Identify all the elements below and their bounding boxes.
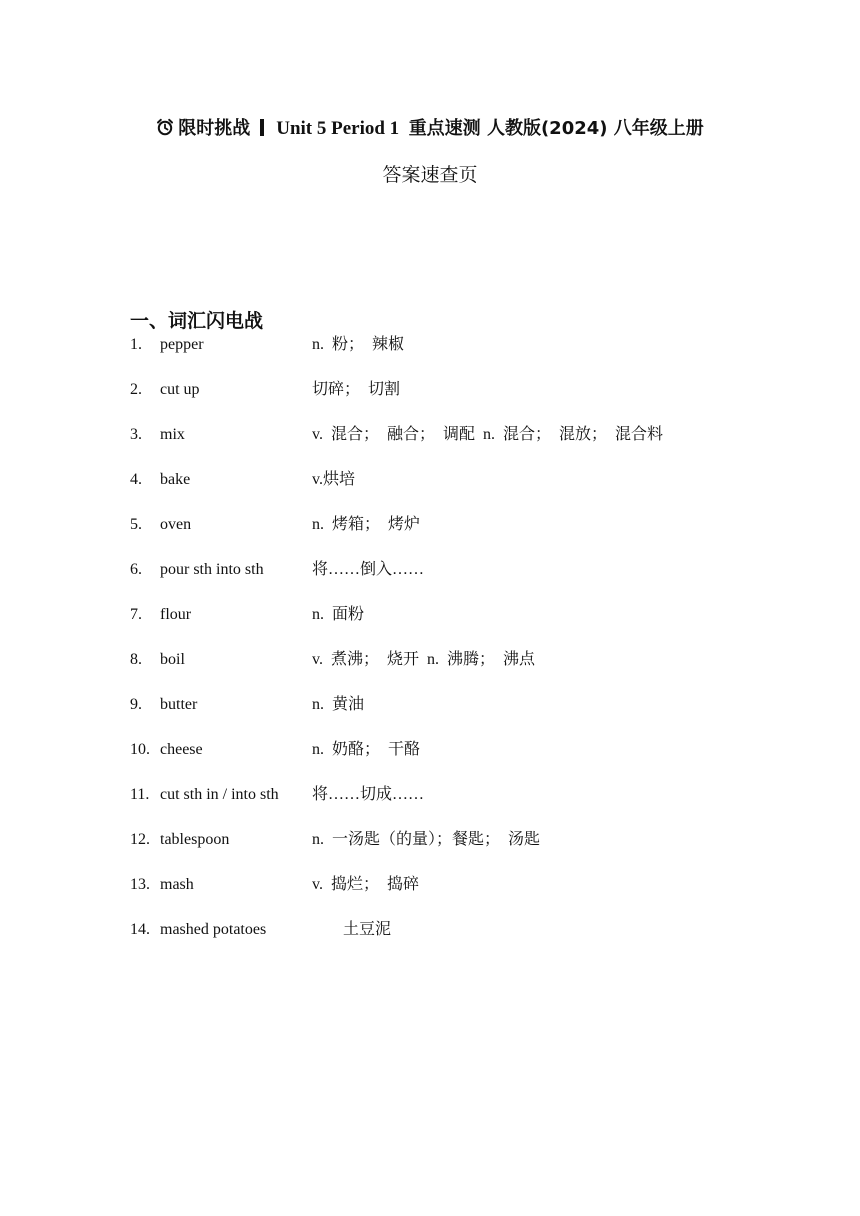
list-item — [0, 468, 860, 492]
item-definition: 切碎； 切割 — [312, 381, 401, 398]
list-item — [0, 693, 860, 717]
list-item — [0, 828, 860, 852]
item-number: 8. — [130, 651, 142, 668]
item-word: bake — [160, 471, 191, 488]
item-definition: n. 奶酪； 干酪 — [312, 741, 421, 758]
list-item — [0, 918, 860, 942]
item-definition: n. 黄油 — [312, 696, 365, 713]
item-word: pour sth into sth — [160, 561, 264, 578]
item-word: pepper — [160, 336, 204, 353]
item-word: mash — [160, 876, 194, 893]
item-number: 11. — [130, 786, 150, 803]
list-item — [0, 648, 860, 672]
item-definition: n. 粉； 辣椒 — [312, 336, 405, 353]
item-definition: n. 一汤匙（的量）；餐匙； 汤匙 — [312, 831, 541, 848]
item-definition: v. 煮沸； 烧开 n. 沸腾； 沸点 — [312, 651, 535, 668]
title-unit: Unit 5 Period 1 — [276, 118, 400, 139]
item-definition: v.烘培 — [312, 471, 355, 488]
item-definition: v. 捣烂； 捣碎 — [312, 876, 419, 893]
item-number: 7. — [130, 606, 142, 623]
item-number: 12. — [130, 831, 150, 848]
title-prefix: 限时挑战 — [178, 118, 251, 139]
item-number: 6. — [130, 561, 142, 578]
section-heading: 一、词汇闪电战 — [130, 310, 264, 332]
item-number: 5. — [130, 516, 142, 533]
item-word: mashed potatoes — [160, 921, 267, 938]
item-definition: 将……倒入…… — [312, 561, 425, 578]
item-word: cut sth in / into sth — [160, 786, 279, 803]
item-definition: 土豆泥 — [343, 921, 392, 938]
item-number: 4. — [130, 471, 142, 488]
item-number: 1. — [130, 336, 142, 353]
item-number: 2. — [130, 381, 142, 398]
item-word: cut up — [160, 381, 200, 398]
list-item — [0, 738, 860, 762]
item-definition: n. 面粉 — [312, 606, 365, 623]
title-tail: 重点速测 人教版(2024) 八年级上册 — [408, 118, 704, 139]
item-number: 10. — [130, 741, 150, 758]
item-definition: v. 混合； 融合； 调配 n. 混合； 混放； 混合料 — [312, 426, 663, 443]
list-item — [0, 333, 860, 357]
list-item — [0, 873, 860, 897]
list-item — [0, 783, 860, 807]
page-title — [0, 114, 860, 142]
item-number: 14. — [130, 921, 150, 938]
item-number: 9. — [130, 696, 142, 713]
item-number: 13. — [130, 876, 150, 893]
item-definition: 将……切成…… — [312, 786, 425, 803]
alarm-clock-icon — [156, 118, 174, 142]
list-item — [0, 378, 860, 402]
list-item — [0, 423, 860, 447]
item-word: mix — [160, 426, 185, 443]
item-word: boil — [160, 651, 185, 668]
list-item — [0, 558, 860, 582]
divider-bar-icon — [260, 119, 264, 136]
item-definition: n. 烤箱； 烤炉 — [312, 516, 421, 533]
item-word: tablespoon — [160, 831, 230, 848]
item-number: 3. — [130, 426, 142, 443]
item-word: flour — [160, 606, 192, 623]
list-item — [0, 603, 860, 627]
item-word: oven — [160, 516, 192, 533]
item-word: butter — [160, 696, 198, 713]
list-item — [0, 513, 860, 537]
page-subtitle: 答案速查页 — [382, 164, 478, 186]
item-word: cheese — [160, 741, 203, 758]
